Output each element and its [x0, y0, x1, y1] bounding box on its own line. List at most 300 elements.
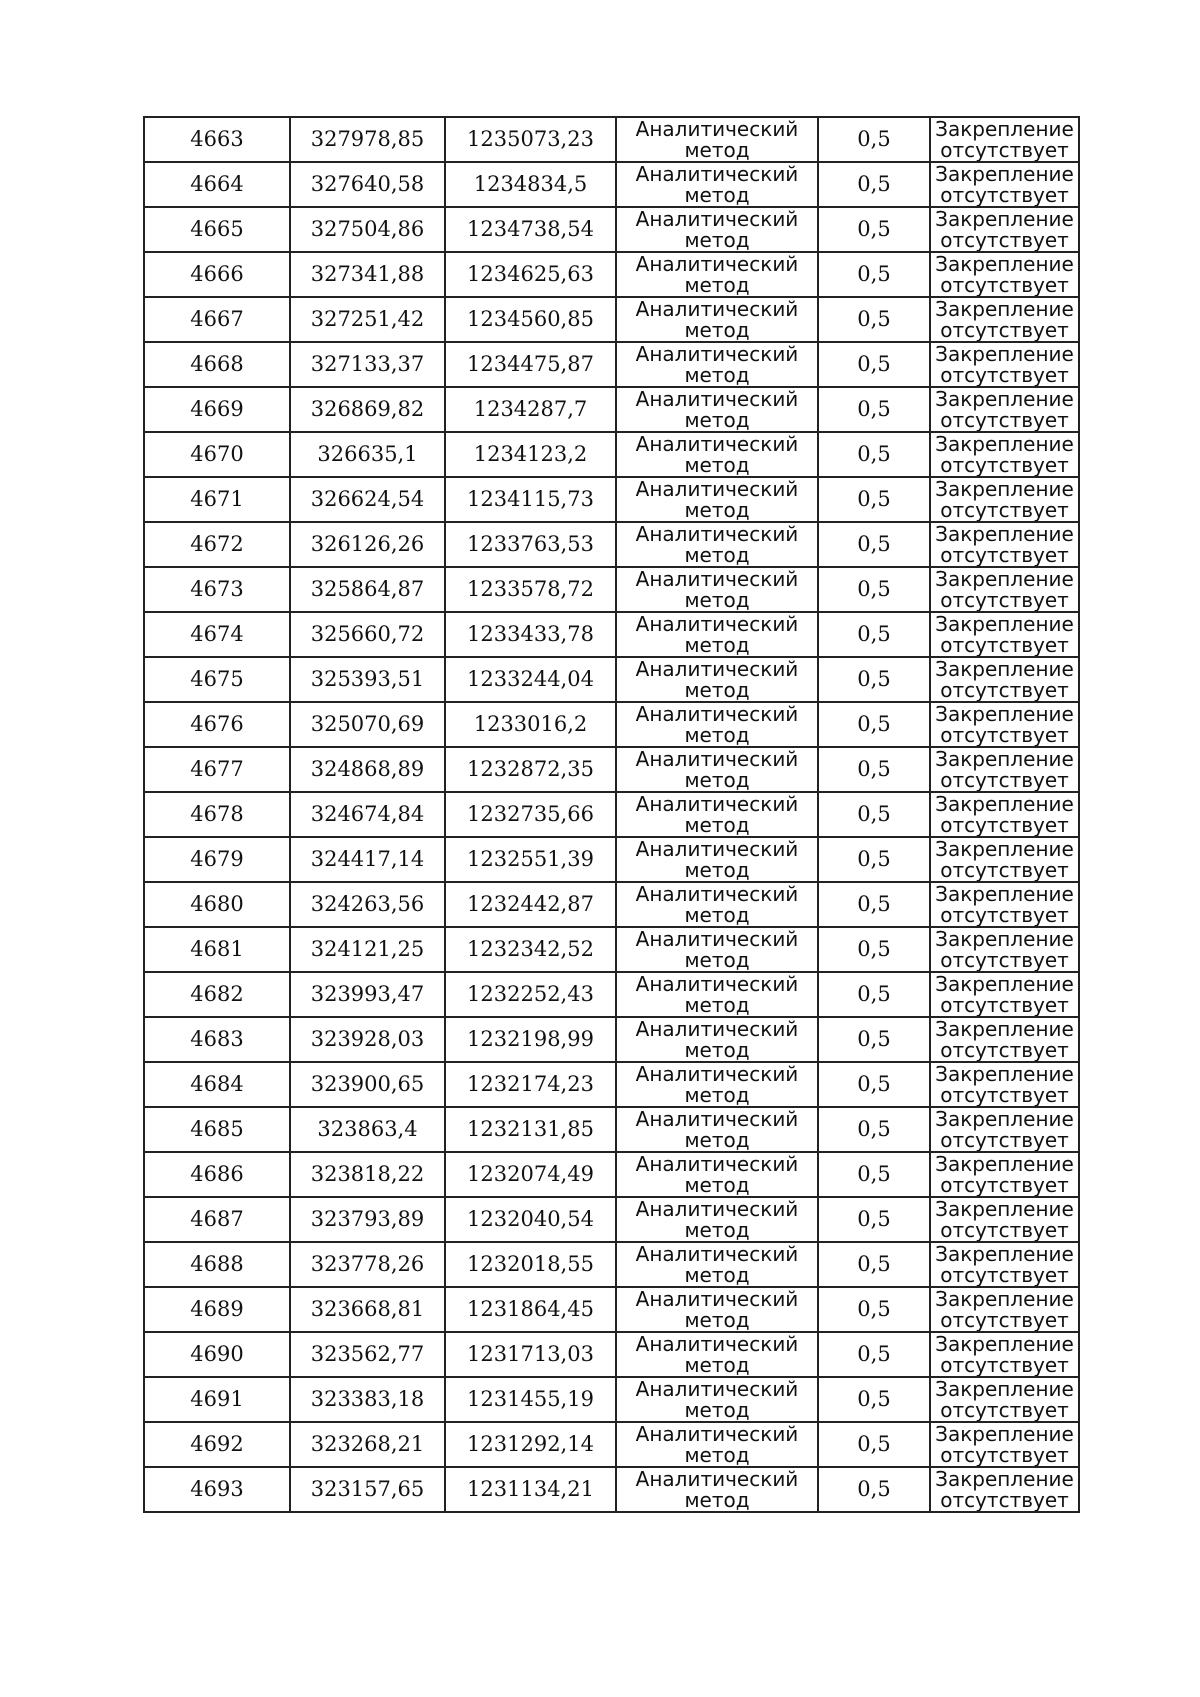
table-row	[144, 747, 1079, 792]
fixation-cell	[930, 342, 1079, 387]
fixation-cell	[930, 927, 1079, 972]
method-cell	[616, 1152, 818, 1197]
fixation-text-line: Закрепление	[935, 657, 1074, 681]
table-row	[144, 567, 1079, 612]
x-coordinate-cell: 323268,21	[290, 1422, 445, 1467]
accuracy-cell: 0,5	[818, 927, 930, 972]
point-number-cell: 4686	[144, 1152, 290, 1197]
x-coordinate-cell: 323793,89	[290, 1197, 445, 1242]
point-number-cell: 4687	[144, 1197, 290, 1242]
fixation-text-line: Закрепление	[935, 387, 1074, 411]
x-coordinate-cell: 324417,14	[290, 837, 445, 882]
x-coordinate-cell: 324121,25	[290, 927, 445, 972]
y-coordinate-cell: 1232074,49	[445, 1152, 616, 1197]
accuracy-cell: 0,5	[818, 207, 930, 252]
point-number-cell: 4669	[144, 387, 290, 432]
method-cell	[616, 1017, 818, 1062]
fixation-cell	[930, 432, 1079, 477]
fixation-text-line: Закрепление	[935, 522, 1074, 546]
x-coordinate-cell: 323818,22	[290, 1152, 445, 1197]
fixation-cell	[930, 702, 1079, 747]
method-text-line: метод	[684, 272, 750, 297]
x-coordinate-cell: 323562,77	[290, 1332, 445, 1377]
fixation-text-line: Закрепление	[935, 927, 1074, 951]
point-number-cell: 4678	[144, 792, 290, 837]
table-row	[144, 162, 1079, 207]
point-number-cell: 4690	[144, 1332, 290, 1377]
method-cell	[616, 1062, 818, 1107]
method-text-line: Аналитический	[635, 387, 799, 411]
method-text-line: Аналитический	[635, 972, 799, 996]
y-coordinate-cell: 1231864,45	[445, 1287, 616, 1332]
method-cell	[616, 477, 818, 522]
accuracy-cell: 0,5	[818, 387, 930, 432]
y-coordinate-cell: 1235073,23	[445, 117, 616, 162]
fixation-text-line: отсутствует	[940, 767, 1069, 792]
accuracy-cell: 0,5	[818, 342, 930, 387]
method-cell	[616, 972, 818, 1017]
coordinates-table-body	[144, 117, 1079, 1512]
fixation-text-line: отсутствует	[940, 1082, 1069, 1107]
table-row	[144, 1197, 1079, 1242]
point-number-cell: 4665	[144, 207, 290, 252]
method-text-line: Аналитический	[635, 747, 799, 771]
method-cell	[616, 1422, 818, 1467]
y-coordinate-cell: 1232442,87	[445, 882, 616, 927]
fixation-cell	[930, 252, 1079, 297]
fixation-text-line: Закрепление	[935, 1287, 1074, 1311]
table-row	[144, 882, 1079, 927]
fixation-text-line: отсутствует	[940, 902, 1069, 927]
method-cell	[616, 1377, 818, 1422]
x-coordinate-cell: 323778,26	[290, 1242, 445, 1287]
fixation-text-line: отсутствует	[940, 632, 1069, 657]
table-row	[144, 837, 1079, 882]
table-row	[144, 792, 1079, 837]
y-coordinate-cell: 1231134,21	[445, 1467, 616, 1512]
fixation-cell	[930, 1242, 1079, 1287]
fixation-cell	[930, 972, 1079, 1017]
accuracy-cell: 0,5	[818, 1197, 930, 1242]
method-text-line: Аналитический	[635, 1242, 799, 1266]
fixation-text-line: Закрепление	[935, 702, 1074, 726]
method-text-line: метод	[684, 1397, 750, 1422]
method-text-line: метод	[684, 1307, 750, 1332]
table-row	[144, 927, 1079, 972]
y-coordinate-cell: 1233433,78	[445, 612, 616, 657]
method-text-line: метод	[684, 497, 750, 522]
method-cell	[616, 1332, 818, 1377]
point-number-cell: 4674	[144, 612, 290, 657]
table-row	[144, 117, 1079, 162]
table-row	[144, 252, 1079, 297]
point-number-cell: 4683	[144, 1017, 290, 1062]
fixation-text-line: Закрепление	[935, 1197, 1074, 1221]
fixation-text-line: Закрепление	[935, 567, 1074, 591]
fixation-cell	[930, 567, 1079, 612]
y-coordinate-cell: 1232551,39	[445, 837, 616, 882]
fixation-cell	[930, 1467, 1079, 1512]
y-coordinate-cell: 1233578,72	[445, 567, 616, 612]
method-text-line: метод	[684, 452, 750, 477]
y-coordinate-cell: 1232252,43	[445, 972, 616, 1017]
fixation-text-line: отсутствует	[940, 272, 1069, 297]
fixation-text-line: отсутствует	[940, 542, 1069, 567]
accuracy-cell: 0,5	[818, 1107, 930, 1152]
point-number-cell: 4680	[144, 882, 290, 927]
method-text-line: метод	[684, 677, 750, 702]
point-number-cell: 4688	[144, 1242, 290, 1287]
fixation-text-line: Закрепление	[935, 477, 1074, 501]
x-coordinate-cell: 327978,85	[290, 117, 445, 162]
point-number-cell: 4691	[144, 1377, 290, 1422]
method-text-line: метод	[684, 722, 750, 747]
accuracy-cell: 0,5	[818, 1422, 930, 1467]
accuracy-cell: 0,5	[818, 432, 930, 477]
method-text-line: Аналитический	[635, 1287, 799, 1311]
method-text-line: Аналитический	[635, 1377, 799, 1401]
accuracy-cell: 0,5	[818, 837, 930, 882]
fixation-text-line: отсутствует	[940, 1352, 1069, 1377]
fixation-text-line: Закрепление	[935, 1017, 1074, 1041]
method-text-line: Аналитический	[635, 522, 799, 546]
fixation-cell	[930, 882, 1079, 927]
table-row	[144, 1107, 1079, 1152]
accuracy-cell: 0,5	[818, 162, 930, 207]
method-text-line: метод	[684, 1352, 750, 1377]
accuracy-cell: 0,5	[818, 567, 930, 612]
method-text-line: Аналитический	[635, 1332, 799, 1356]
method-cell	[616, 1467, 818, 1512]
x-coordinate-cell: 323863,4	[290, 1107, 445, 1152]
y-coordinate-cell: 1232040,54	[445, 1197, 616, 1242]
fixation-text-line: Закрепление	[935, 837, 1074, 861]
accuracy-cell: 0,5	[818, 1377, 930, 1422]
method-text-line: метод	[684, 407, 750, 432]
fixation-text-line: отсутствует	[940, 317, 1069, 342]
fixation-text-line: Закрепление	[935, 207, 1074, 231]
y-coordinate-cell: 1232735,66	[445, 792, 616, 837]
y-coordinate-cell: 1234475,87	[445, 342, 616, 387]
table-row	[144, 702, 1079, 747]
x-coordinate-cell: 325070,69	[290, 702, 445, 747]
fixation-cell	[930, 1287, 1079, 1332]
method-cell	[616, 342, 818, 387]
fixation-text-line: Закрепление	[935, 612, 1074, 636]
point-number-cell: 4689	[144, 1287, 290, 1332]
method-text-line: метод	[684, 1082, 750, 1107]
x-coordinate-cell: 327251,42	[290, 297, 445, 342]
table-row	[144, 657, 1079, 702]
accuracy-cell: 0,5	[818, 702, 930, 747]
method-text-line: метод	[684, 1487, 750, 1512]
method-text-line: метод	[684, 902, 750, 927]
method-text-line: Аналитический	[635, 432, 799, 456]
method-text-line: Аналитический	[635, 342, 799, 366]
fixation-cell	[930, 612, 1079, 657]
fixation-text-line: Закрепление	[935, 1107, 1074, 1131]
x-coordinate-cell: 323928,03	[290, 1017, 445, 1062]
method-text-line: Аналитический	[635, 1197, 799, 1221]
point-number-cell: 4685	[144, 1107, 290, 1152]
fixation-text-line: отсутствует	[940, 1127, 1069, 1152]
point-number-cell: 4663	[144, 117, 290, 162]
x-coordinate-cell: 324868,89	[290, 747, 445, 792]
fixation-cell	[930, 162, 1079, 207]
fixation-cell	[930, 657, 1079, 702]
fixation-text-line: отсутствует	[940, 1217, 1069, 1242]
table-row	[144, 1422, 1079, 1467]
table-row	[144, 387, 1079, 432]
table-row	[144, 477, 1079, 522]
point-number-cell: 4679	[144, 837, 290, 882]
method-text-line: Аналитический	[635, 837, 799, 861]
point-number-cell: 4672	[144, 522, 290, 567]
point-number-cell: 4692	[144, 1422, 290, 1467]
fixation-text-line: Закрепление	[935, 1332, 1074, 1356]
table-row	[144, 297, 1079, 342]
method-text-line: метод	[684, 1442, 750, 1467]
method-cell	[616, 1287, 818, 1332]
point-number-cell: 4677	[144, 747, 290, 792]
method-text-line: Аналитический	[635, 1017, 799, 1041]
method-text-line: метод	[684, 1127, 750, 1152]
table-row	[144, 1062, 1079, 1107]
method-cell	[616, 837, 818, 882]
method-cell	[616, 1197, 818, 1242]
method-text-line: Аналитический	[635, 1422, 799, 1446]
fixation-cell	[930, 522, 1079, 567]
method-text-line: Аналитический	[635, 477, 799, 501]
fixation-cell	[930, 297, 1079, 342]
fixation-cell	[930, 1017, 1079, 1062]
method-cell	[616, 162, 818, 207]
y-coordinate-cell: 1234115,73	[445, 477, 616, 522]
y-coordinate-cell: 1232198,99	[445, 1017, 616, 1062]
method-text-line: Аналитический	[635, 162, 799, 186]
y-coordinate-cell: 1231713,03	[445, 1332, 616, 1377]
point-number-cell: 4666	[144, 252, 290, 297]
fixation-text-line: Закрепление	[935, 297, 1074, 321]
accuracy-cell: 0,5	[818, 1152, 930, 1197]
accuracy-cell: 0,5	[818, 252, 930, 297]
table-row	[144, 972, 1079, 1017]
x-coordinate-cell: 323157,65	[290, 1467, 445, 1512]
x-coordinate-cell: 327133,37	[290, 342, 445, 387]
accuracy-cell: 0,5	[818, 1062, 930, 1107]
accuracy-cell: 0,5	[818, 522, 930, 567]
x-coordinate-cell: 323993,47	[290, 972, 445, 1017]
y-coordinate-cell: 1233244,04	[445, 657, 616, 702]
x-coordinate-cell: 326126,26	[290, 522, 445, 567]
fixation-text-line: Закрепление	[935, 972, 1074, 996]
accuracy-cell: 0,5	[818, 612, 930, 657]
method-text-line: Аналитический	[635, 1107, 799, 1131]
fixation-text-line: Закрепление	[935, 117, 1074, 141]
accuracy-cell: 0,5	[818, 882, 930, 927]
fixation-text-line: Закрепление	[935, 1422, 1074, 1446]
table-row	[144, 612, 1079, 657]
x-coordinate-cell: 323900,65	[290, 1062, 445, 1107]
fixation-text-line: отсутствует	[940, 182, 1069, 207]
y-coordinate-cell: 1232342,52	[445, 927, 616, 972]
table-row	[144, 1332, 1079, 1377]
fixation-text-line: Закрепление	[935, 162, 1074, 186]
y-coordinate-cell: 1234625,63	[445, 252, 616, 297]
method-cell	[616, 117, 818, 162]
method-text-line: метод	[684, 632, 750, 657]
y-coordinate-cell: 1232872,35	[445, 747, 616, 792]
accuracy-cell: 0,5	[818, 477, 930, 522]
x-coordinate-cell: 324674,84	[290, 792, 445, 837]
y-coordinate-cell: 1231292,14	[445, 1422, 616, 1467]
y-coordinate-cell: 1233763,53	[445, 522, 616, 567]
point-number-cell: 4664	[144, 162, 290, 207]
x-coordinate-cell: 326624,54	[290, 477, 445, 522]
y-coordinate-cell: 1233016,2	[445, 702, 616, 747]
table-row	[144, 522, 1079, 567]
method-text-line: метод	[684, 1217, 750, 1242]
table-row	[144, 432, 1079, 477]
x-coordinate-cell: 326869,82	[290, 387, 445, 432]
method-cell	[616, 882, 818, 927]
accuracy-cell: 0,5	[818, 117, 930, 162]
accuracy-cell: 0,5	[818, 657, 930, 702]
point-number-cell: 4673	[144, 567, 290, 612]
method-text-line: метод	[684, 317, 750, 342]
accuracy-cell: 0,5	[818, 1242, 930, 1287]
method-cell	[616, 252, 818, 297]
fixation-text-line: Закрепление	[935, 1242, 1074, 1266]
method-cell	[616, 297, 818, 342]
fixation-cell	[930, 837, 1079, 882]
method-text-line: метод	[684, 992, 750, 1017]
method-cell	[616, 1242, 818, 1287]
fixation-cell	[930, 1197, 1079, 1242]
fixation-cell	[930, 792, 1079, 837]
method-text-line: Аналитический	[635, 612, 799, 636]
fixation-cell	[930, 747, 1079, 792]
method-text-line: метод	[684, 1172, 750, 1197]
fixation-text-line: Закрепление	[935, 882, 1074, 906]
method-text-line: метод	[684, 767, 750, 792]
fixation-text-line: Закрепление	[935, 342, 1074, 366]
fixation-cell	[930, 207, 1079, 252]
fixation-cell	[930, 1377, 1079, 1422]
method-cell	[616, 567, 818, 612]
point-number-cell: 4693	[144, 1467, 290, 1512]
method-text-line: метод	[684, 1262, 750, 1287]
x-coordinate-cell: 327640,58	[290, 162, 445, 207]
method-cell	[616, 657, 818, 702]
fixation-cell	[930, 117, 1079, 162]
point-number-cell: 4670	[144, 432, 290, 477]
y-coordinate-cell: 1231455,19	[445, 1377, 616, 1422]
y-coordinate-cell: 1232018,55	[445, 1242, 616, 1287]
fixation-text-line: Закрепление	[935, 1467, 1074, 1491]
method-text-line: Аналитический	[635, 1467, 799, 1491]
table-row	[144, 1242, 1079, 1287]
accuracy-cell: 0,5	[818, 1332, 930, 1377]
method-text-line: Аналитический	[635, 252, 799, 276]
fixation-text-line: Закрепление	[935, 1152, 1074, 1176]
fixation-text-line: отсутствует	[940, 812, 1069, 837]
fixation-text-line: отсутствует	[940, 1172, 1069, 1197]
x-coordinate-cell: 325393,51	[290, 657, 445, 702]
point-number-cell: 4681	[144, 927, 290, 972]
fixation-text-line: Закрепление	[935, 1062, 1074, 1086]
method-text-line: метод	[684, 947, 750, 972]
method-text-line: Аналитический	[635, 882, 799, 906]
fixation-cell	[930, 1062, 1079, 1107]
method-text-line: метод	[684, 362, 750, 387]
point-number-cell: 4668	[144, 342, 290, 387]
point-number-cell: 4675	[144, 657, 290, 702]
table-row	[144, 1467, 1079, 1512]
fixation-text-line: отсутствует	[940, 857, 1069, 882]
accuracy-cell: 0,5	[818, 747, 930, 792]
accuracy-cell: 0,5	[818, 972, 930, 1017]
fixation-text-line: отсутствует	[940, 497, 1069, 522]
x-coordinate-cell: 323383,18	[290, 1377, 445, 1422]
fixation-text-line: отсутствует	[940, 452, 1069, 477]
coordinates-table	[143, 116, 1080, 1513]
method-text-line: Аналитический	[635, 207, 799, 231]
y-coordinate-cell: 1234123,2	[445, 432, 616, 477]
fixation-text-line: отсутствует	[940, 227, 1069, 252]
x-coordinate-cell: 327341,88	[290, 252, 445, 297]
fixation-cell	[930, 387, 1079, 432]
method-text-line: Аналитический	[635, 927, 799, 951]
method-cell	[616, 1107, 818, 1152]
method-text-line: метод	[684, 812, 750, 837]
method-text-line: Аналитический	[635, 1152, 799, 1176]
fixation-cell	[930, 1332, 1079, 1377]
accuracy-cell: 0,5	[818, 297, 930, 342]
y-coordinate-cell: 1234287,7	[445, 387, 616, 432]
fixation-cell	[930, 1152, 1079, 1197]
x-coordinate-cell: 326635,1	[290, 432, 445, 477]
method-text-line: метод	[684, 137, 750, 162]
table-row	[144, 1377, 1079, 1422]
point-number-cell: 4671	[144, 477, 290, 522]
y-coordinate-cell: 1234560,85	[445, 297, 616, 342]
fixation-text-line: отсутствует	[940, 1037, 1069, 1062]
point-number-cell: 4684	[144, 1062, 290, 1107]
x-coordinate-cell: 325864,87	[290, 567, 445, 612]
accuracy-cell: 0,5	[818, 1467, 930, 1512]
fixation-cell	[930, 1107, 1079, 1152]
point-number-cell: 4676	[144, 702, 290, 747]
fixation-text-line: отсутствует	[940, 362, 1069, 387]
fixation-text-line: отсутствует	[940, 992, 1069, 1017]
method-text-line: метод	[684, 182, 750, 207]
fixation-text-line: отсутствует	[940, 407, 1069, 432]
method-text-line: метод	[684, 587, 750, 612]
fixation-text-line: отсутствует	[940, 137, 1069, 162]
y-coordinate-cell: 1234834,5	[445, 162, 616, 207]
method-cell	[616, 207, 818, 252]
method-cell	[616, 432, 818, 477]
fixation-text-line: Закрепление	[935, 432, 1074, 456]
fixation-text-line: отсутствует	[940, 947, 1069, 972]
method-cell	[616, 747, 818, 792]
fixation-text-line: отсутствует	[940, 1262, 1069, 1287]
method-cell	[616, 702, 818, 747]
fixation-cell	[930, 477, 1079, 522]
fixation-text-line: Закрепление	[935, 747, 1074, 771]
x-coordinate-cell: 327504,86	[290, 207, 445, 252]
